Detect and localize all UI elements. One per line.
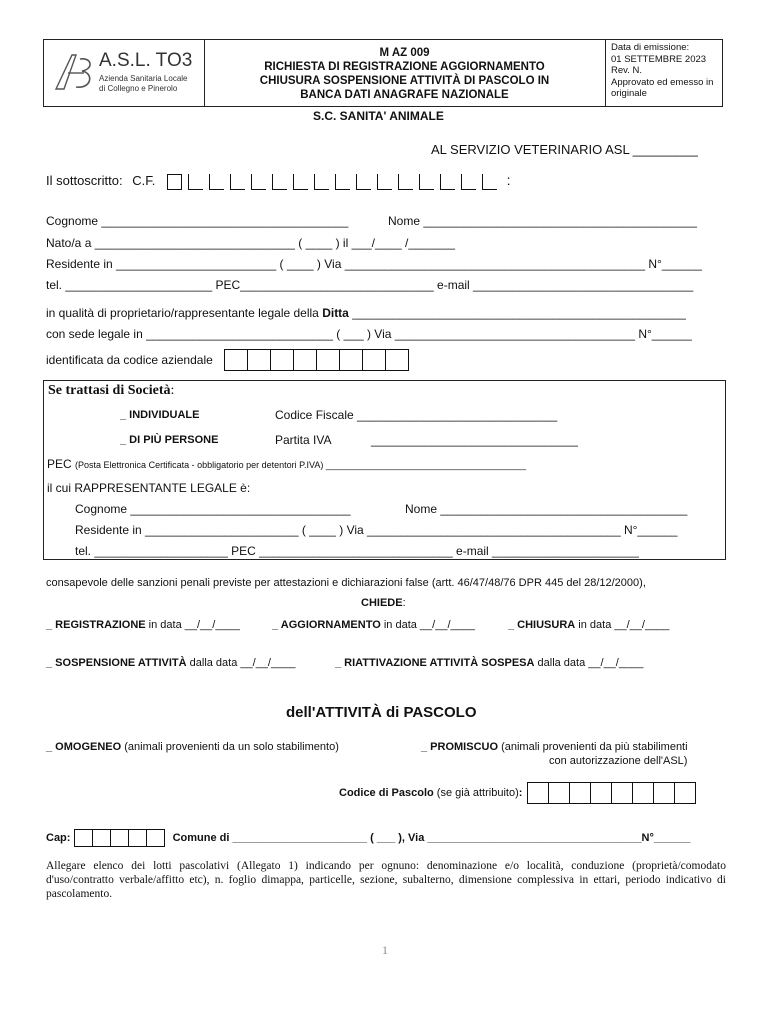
input-box[interactable]: [247, 349, 271, 371]
option-sospensione[interactable]: _ SOSPENSIONE ATTIVITÀ dalla data __/__/____: [46, 657, 296, 669]
allegare-text: Allegare elenco dei lotti pascolativi (Allegato 1) indicando per ognuno: denominazione e/o località, conduzione (proprietà/comodato d'uso/contratto verbale/affitto etc), n. foglio dimappa, particelle, sezione, subalterno, dimensione complessiva in ettari, periodo indicativo di pascolamento.: [46, 860, 726, 900]
consapevole-text: consapevole delle sanzioni penali previste per attestazioni e dichiarazioni false (artt. 46/47/48/76 DPR 445 del 28/12/2000),: [46, 577, 646, 589]
input-box[interactable]: [362, 349, 386, 371]
cap-row: Cap: Comune di ______________________ ( ___ ), Via ___________________________________N°______: [46, 829, 691, 847]
option-aggiornamento[interactable]: _ AGGIORNAMENTO in data __/__/____: [272, 619, 475, 631]
input-box[interactable]: [293, 349, 317, 371]
cf-char-box[interactable]: [230, 174, 245, 190]
input-box[interactable]: [128, 829, 147, 847]
input-box[interactable]: [110, 829, 129, 847]
title-cell: [204, 40, 606, 106]
option-chiusura[interactable]: _ CHIUSURA in data __/__/____: [508, 619, 670, 631]
date-value: 01 SETTEMBRE 2023: [611, 53, 707, 65]
input-box[interactable]: [569, 782, 591, 804]
cf-end: :: [506, 172, 511, 188]
nato-field[interactable]: Nato/a a ______________________________ ( ____ ) il ___/____ /_______: [46, 236, 456, 250]
cf-label: C.F.: [132, 173, 156, 188]
cf-char-box[interactable]: [209, 174, 224, 190]
sottoscritto-label: Il sottoscritto:: [46, 173, 123, 188]
ditta-label: Ditta: [322, 306, 349, 320]
cf-char-box[interactable]: [272, 174, 287, 190]
cf-char-box[interactable]: [461, 174, 476, 190]
form-code: M AZ 009: [379, 47, 430, 59]
rappr-residente-field[interactable]: Residente in _______________________ ( ____ ) Via ______________________________________ N°______: [75, 523, 678, 537]
partita-iva-label: Partita IVA: [275, 433, 332, 447]
asl-logo-icon: [52, 49, 98, 95]
form-title-line-3: BANCA DATI ANAGRAFE NAZIONALE: [300, 89, 509, 101]
cf-char-box[interactable]: [314, 174, 329, 190]
input-box[interactable]: [385, 349, 409, 371]
input-box[interactable]: [339, 349, 363, 371]
cognome-field[interactable]: Cognome _____________________________________: [46, 214, 349, 228]
info-cell: [607, 40, 723, 106]
input-box[interactable]: [674, 782, 696, 804]
cf-char-box[interactable]: [440, 174, 455, 190]
input-box[interactable]: [527, 782, 549, 804]
cf-char-box[interactable]: [482, 174, 497, 190]
form-title-line-2: CHIUSURA SOSPENSIONE ATTIVITÀ DI PASCOLO IN: [259, 75, 550, 87]
individuale-option[interactable]: _ INDIVIDUALE: [120, 409, 200, 421]
contatti-field[interactable]: tel. ______________________ PEC_____________________________ e-mail _________________________________: [46, 278, 694, 292]
cf-char-box[interactable]: [335, 174, 350, 190]
rappr-nome-field[interactable]: Nome _____________________________________: [405, 502, 688, 516]
page-number: 1: [382, 943, 388, 957]
cap-boxes[interactable]: [74, 829, 164, 847]
qualita-text: in qualità di proprietario/rappresentante legale della: [46, 306, 323, 320]
rappr-contatti-field[interactable]: tel. ____________________ PEC _____________________________ e-mail ______________________: [75, 544, 639, 558]
form-title-line-1: RICHIESTA DI REGISTRAZIONE AGGIORNAMENTO: [264, 61, 545, 73]
input-box[interactable]: [653, 782, 675, 804]
chiede-heading: CHIEDE:: [361, 597, 406, 609]
societa-section: [43, 380, 726, 560]
input-box[interactable]: [224, 349, 248, 371]
comune-via-field[interactable]: Comune di ______________________ ( ___ ), Via ___________________________________N°______: [172, 832, 691, 844]
cf-char-box[interactable]: [398, 174, 413, 190]
codice-aziendale-label: identificata da codice aziendale: [46, 353, 213, 367]
input-box[interactable]: [270, 349, 294, 371]
residente-field[interactable]: Residente in ________________________ ( ____ ) Via _____________________________________________ N°______: [46, 257, 702, 271]
input-box[interactable]: [611, 782, 633, 804]
logo-subtitle-1: Azienda Sanitaria Locale: [99, 74, 188, 83]
option-riattivazione[interactable]: _ RIATTIVAZIONE ATTIVITÀ SOSPESA dalla data __/__/____: [335, 657, 644, 669]
piu-persone-option[interactable]: _ DI PIÙ PERSONE: [120, 434, 219, 446]
option-omogeneo[interactable]: _ OMOGENEO (animali provenienti da un solo stabilimento): [46, 741, 339, 753]
cf-char-box[interactable]: [251, 174, 266, 190]
logo-cell: [44, 40, 205, 106]
attivita-title: dell'ATTIVITÀ di PASCOLO: [286, 704, 477, 721]
revision: Rev. N.: [611, 65, 642, 76]
pec-societa-field[interactable]: PEC (Posta Elettronica Certificata - obbligatorio per detentori P.IVA) ________________________________________: [47, 457, 527, 471]
input-box[interactable]: [316, 349, 340, 371]
sottoscritto-row: [46, 172, 510, 190]
date-label: Data di emissione:: [611, 42, 690, 53]
option-registrazione[interactable]: _ REGISTRAZIONE in data __/__/____: [46, 619, 240, 631]
cf-char-box[interactable]: [419, 174, 434, 190]
approved-note: Approvato ed emesso in originale: [611, 76, 714, 99]
promiscuo-note: con autorizzazione dell'ASL): [549, 755, 688, 767]
input-box[interactable]: [74, 829, 93, 847]
department: S.C. SANITA' ANIMALE: [313, 109, 444, 123]
codice-fiscale-boxes[interactable]: [167, 173, 503, 188]
cf-char-box[interactable]: [356, 174, 371, 190]
logo-text: A.S.L. TO3: [99, 50, 193, 71]
societa-title: Se trattasi di Società:: [48, 383, 175, 398]
codice-fiscale-field[interactable]: Codice Fiscale ______________________________: [275, 408, 558, 422]
option-promiscuo[interactable]: _ PROMISCUO (animali provenienti da più stabilimenti: [421, 741, 688, 753]
ditta-line: __________________________________________________: [348, 306, 686, 320]
codice-pascolo-boxes[interactable]: [527, 782, 695, 804]
rappresentante-label: il cui RAPPRESENTANTE LEGALE è:: [47, 481, 251, 495]
sede-field[interactable]: con sede legale in ____________________________ ( ___ ) Via ____________________________________ N°______: [46, 327, 692, 341]
cf-char-box[interactable]: [188, 174, 203, 190]
codice-aziendale-row: [46, 349, 408, 371]
cf-char-box[interactable]: [293, 174, 308, 190]
input-box[interactable]: [590, 782, 612, 804]
input-box[interactable]: [548, 782, 570, 804]
cf-char-box[interactable]: [167, 174, 182, 190]
codice-aziendale-boxes[interactable]: [224, 349, 408, 371]
input-box[interactable]: [146, 829, 165, 847]
nome-field[interactable]: Nome _________________________________________: [388, 214, 697, 228]
input-box[interactable]: [632, 782, 654, 804]
codice-pascolo-row: Codice di Pascolo (se già attribuito):: [339, 782, 695, 804]
partita-iva-line[interactable]: _______________________________: [371, 433, 578, 447]
recipient: AL SERVIZIO VETERINARIO ASL _________: [431, 142, 698, 157]
input-box[interactable]: [92, 829, 111, 847]
logo-subtitle-2: di Collegno e Pinerolo: [99, 84, 178, 93]
qualita-field[interactable]: [46, 306, 686, 320]
cf-char-box[interactable]: [377, 174, 392, 190]
rappr-cognome-field[interactable]: Cognome _________________________________: [75, 502, 351, 516]
header-table: [43, 39, 723, 107]
